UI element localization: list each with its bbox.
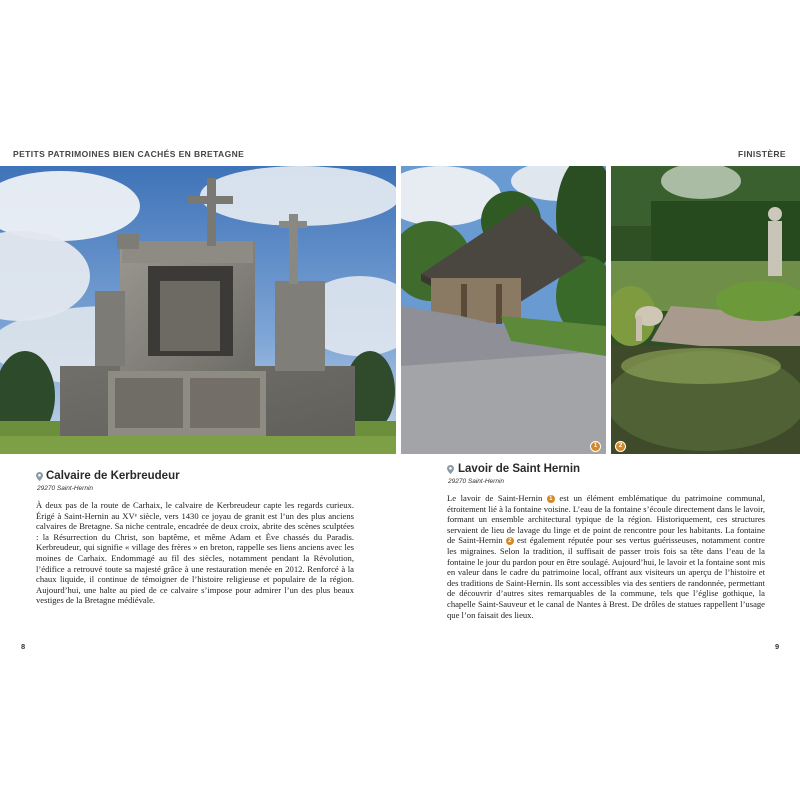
calvaire-description: [36, 500, 354, 606]
lavoir-title: Lavoir de Saint Hernin: [458, 463, 581, 475]
location-pin-icon: [447, 465, 454, 474]
fontaine-photo: [611, 166, 800, 454]
running-head-right: FINISTÈRE: [738, 149, 786, 159]
photo-badge-1: 1: [590, 441, 601, 452]
lavoir-paragraph: [447, 493, 765, 620]
lavoir-text-part3: est également réputée pour ses vertus guérisseuses, notamment contre les migraines. Selon la tradition, il suffisait de passer trois fois sa tête dans l’eau de la fontaine le jour du pardon pour en être soulagé. Aujourd’hui, le lavoir et la fontaine sont mis en valeur dans le cadre du patrimoine local, offrant aux visiteurs un aperçu de l’histoire et des traditions de Saint-Hernin. Ils sont accessibles via des sentiers de randonnée, permettant de découvrir d’autres sites remarquables de la commune, tels que l’église gothique, la chapelle Saint-Sauveur et le canal de Nantes à Brest. De drôles de statues rappellent l’usage que l’on faisait des lieux.: [447, 535, 765, 620]
lavoir-text-part2: est un élément emblématique du patrimoine communal, étroitement lié à la fontaine voisine. L’eau de la fontaine s’écoule directement dans le lavoir, formant un ensemble architectural typique de la région. Historiquement, ces structures servaient de lieu de lavage du linge et de point de rencontre pour les habitants. La fontaine de Saint-Hernin: [447, 493, 765, 546]
lavoir-location: 29270 Saint-Hernin: [448, 478, 505, 485]
photo-badge-2: 2: [615, 441, 626, 452]
calvaire-photo: [0, 166, 396, 454]
calvaire-paragraph: À deux pas de la route de Carhaix, le calvaire de Kerbreudeur capte les regards curieux. Érigé à Saint-Hernin au XVᵉ siècle, vers 1430 ce joyau de granit est l’un des plus anciens calvaires de Bretagne. Sa niche centrale, encadrée de deux croix, abrite des scènes sculptées : la Résurrection du Christ, son baptême, et même Adam et Ève chassés du Paradis. Kerbreudeur, qui signifie « village des frères » en breton, rappelle ses liens anciens avec les moines de Carhaix. Endommagé au fil des siècles, notamment pendant la Révolution, l’édifice a retrouvé toute sa majesté grâce à une restauration menée en 2012. Renforcé à la chaux liquide, il continue de témoigner de l’histoire religieuse et populaire de la région. Aujourd’hui, une halte au pied de ce calvaire s’impose pour admirer l’un des plus beaux vestiges de la Bretagne médiévale.: [36, 500, 354, 606]
page-number-left: 8: [21, 642, 26, 651]
running-head-left: PETITS PATRIMOINES BIEN CACHÉS EN BRETAGNE: [13, 149, 245, 159]
ref-badge-1: 1: [547, 495, 555, 503]
lavoir-photo: [401, 166, 606, 454]
ref-badge-2: 2: [506, 537, 514, 545]
location-pin-icon: [36, 472, 43, 481]
lavoir-text-part1: Le lavoir de Saint-Hernin: [447, 493, 543, 503]
calvaire-location: 29270 Saint-Hernin: [37, 485, 94, 492]
lavoir-description: [447, 493, 765, 620]
calvaire-title: Calvaire de Kerbreudeur: [46, 470, 180, 482]
page-number-right: 9: [775, 642, 780, 651]
